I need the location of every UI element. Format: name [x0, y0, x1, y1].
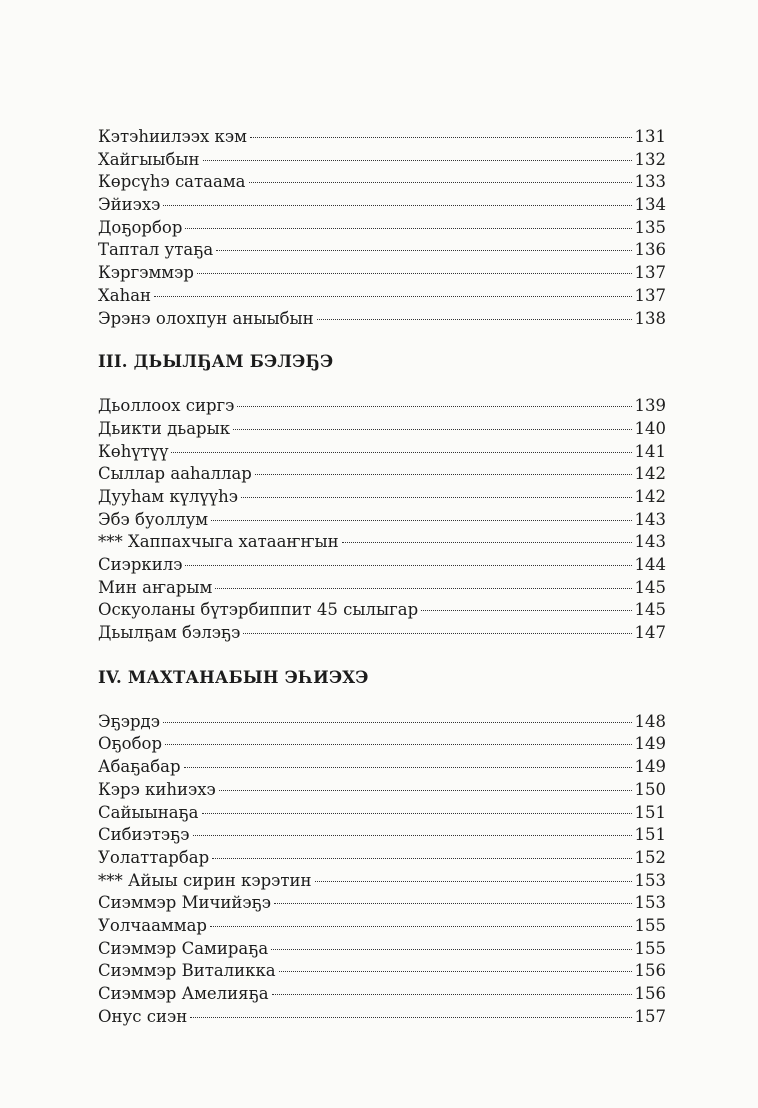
dot-leader	[243, 633, 631, 634]
toc-entry-page-number: 145	[634, 600, 666, 620]
toc-entry-title: Эйиэхэ	[98, 195, 161, 215]
toc-entry-title: Мин аҥарым	[98, 577, 213, 597]
toc-entry-page-number: 156	[634, 961, 666, 981]
toc-entry	[98, 194, 666, 217]
toc-entry-title: Оскуоланы бүтэрбиппит 45 сылыгар	[98, 600, 419, 620]
toc-entry-page-number: 145	[634, 577, 666, 597]
dot-leader	[154, 296, 631, 297]
toc-entry-page-number: 147	[634, 623, 666, 643]
toc-entry-page-number: 140	[634, 418, 666, 438]
toc-entry	[98, 711, 666, 734]
dot-leader	[211, 520, 631, 521]
toc-entry-page-number: 144	[634, 555, 666, 574]
toc-entry-title: Онус сиэн	[98, 1006, 188, 1026]
dot-leader	[212, 858, 631, 859]
dot-leader	[274, 903, 632, 904]
toc-entry	[98, 285, 666, 308]
dot-leader	[272, 994, 632, 995]
toc-entry-title: *** Хаппахчыга хатааҥҥын	[98, 532, 339, 552]
dot-leader	[210, 926, 632, 927]
toc-entry	[98, 239, 666, 262]
toc-entry-page-number: 151	[634, 802, 666, 822]
toc-entry-title: Эбэ буоллум	[98, 509, 209, 529]
toc-entry-page-number: 153	[634, 893, 666, 913]
toc-entry-title: Дьоллоох сиргэ	[98, 396, 235, 416]
toc-entry	[98, 509, 666, 532]
dot-leader	[202, 813, 632, 814]
dot-leader	[184, 767, 632, 768]
toc-entry-page-number: 155	[634, 915, 666, 935]
toc-entry-page-number: 137	[634, 285, 666, 305]
toc-list	[98, 126, 666, 330]
toc-entry	[98, 847, 666, 870]
dot-leader	[421, 610, 631, 611]
dot-leader	[342, 542, 632, 543]
toc-list	[98, 395, 666, 645]
toc-entry-page-number: 157	[634, 1006, 666, 1026]
toc-entry	[98, 1006, 666, 1029]
toc-entry-title: Сиэммэр Мичийэҕэ	[98, 893, 271, 913]
toc-entry-title: Хаһан	[98, 285, 152, 305]
toc-entry	[98, 983, 666, 1006]
toc-entry-title: Дьикти дьарык	[98, 418, 231, 438]
toc-entry-title: Дьылҕам бэлэҕэ	[98, 623, 241, 643]
toc-entry-title: Дууһам күлүүһэ	[98, 486, 239, 506]
toc-entry-title: Эрэнэ олохпун аныыбын	[98, 308, 314, 328]
dot-leader	[197, 273, 632, 274]
toc-entry	[98, 554, 666, 577]
toc-entry-page-number: 153	[634, 870, 666, 890]
toc-entry-page-number: 148	[634, 711, 666, 731]
toc-entry-title: Сиэммэр Виталикка	[98, 961, 276, 981]
dot-leader	[317, 319, 632, 320]
toc-entry	[98, 577, 666, 600]
toc-section-1	[98, 126, 666, 330]
toc-entry-page-number: 133	[634, 172, 666, 192]
toc-entry-page-number: 131	[634, 127, 666, 146]
toc-entry-page-number: 142	[634, 464, 666, 484]
toc-entry-page-number: 149	[634, 757, 666, 777]
toc-entry-title: Сиэркилэ	[98, 555, 183, 574]
toc-entry-page-number: 149	[634, 734, 666, 754]
toc-entry-title: Кэрэ киһиэхэ	[98, 779, 216, 799]
dot-leader	[203, 160, 632, 161]
toc-entry	[98, 802, 666, 825]
dot-leader	[315, 881, 632, 882]
toc-entry	[98, 126, 666, 149]
toc-entry	[98, 308, 666, 331]
toc-entry	[98, 463, 666, 486]
toc-entry	[98, 622, 666, 645]
toc-entry	[98, 395, 666, 418]
dot-leader	[249, 182, 632, 183]
toc-entry	[98, 779, 666, 802]
dot-leader	[233, 429, 631, 430]
toc-entry-title: Уолаттарбар	[98, 847, 210, 867]
toc-entry-title: Көрсүһэ сатаама	[98, 172, 246, 192]
toc-entry	[98, 915, 666, 938]
toc-entry-title: Доҕорбор	[98, 217, 183, 237]
dot-leader	[279, 971, 632, 972]
toc-entry-page-number: 151	[634, 825, 666, 845]
toc-entry-page-number: 134	[634, 195, 666, 215]
toc-entry-title: Сайыынаҕа	[98, 802, 199, 822]
dot-leader	[219, 790, 632, 791]
dot-leader	[193, 835, 632, 836]
toc-entry	[98, 441, 666, 464]
dot-leader	[185, 228, 631, 229]
toc-entry	[98, 486, 666, 509]
toc-entry-title: *** Айыы сирин кэрэтин	[98, 870, 312, 890]
dot-leader	[250, 137, 632, 138]
toc-entry-page-number: 141	[634, 441, 666, 461]
toc-entry-title: Таптал утаҕа	[98, 240, 214, 260]
dot-leader	[241, 497, 631, 498]
dot-leader	[165, 744, 631, 745]
toc-entry-title: Эҕэрдэ	[98, 711, 160, 731]
toc-entry-page-number: 132	[634, 149, 666, 169]
toc-entry-title: Көһүтүү	[98, 441, 169, 461]
toc-entry-title: Сиэммэр Амелияҕа	[98, 984, 269, 1003]
toc-entry-page-number: 137	[634, 263, 666, 283]
toc-entry-title: Сиэммэр Самираҕа	[98, 938, 269, 958]
toc-entry-title: Сыллар ааһаллар	[98, 464, 252, 484]
toc-entry-page-number: 135	[634, 217, 666, 237]
toc-entry-title: Кэргэммэр	[98, 263, 194, 283]
toc-entry-page-number: 143	[634, 509, 666, 529]
dot-leader	[163, 205, 631, 206]
toc-entry-title: Уолчааммар	[98, 915, 207, 935]
dot-leader	[190, 1017, 631, 1018]
toc-entry-page-number: 139	[634, 396, 666, 416]
toc-entry-page-number: 155	[634, 938, 666, 958]
toc-section-2	[98, 351, 666, 645]
section-heading: IV. МАХТАНАБЫН ЭҺИЭХЭ	[98, 667, 369, 687]
toc-entry	[98, 418, 666, 441]
toc-entry	[98, 756, 666, 779]
dot-leader	[185, 565, 631, 566]
toc-entry	[98, 149, 666, 172]
toc-entry-title: Абаҕабар	[98, 757, 181, 777]
toc-entry	[98, 870, 666, 893]
dot-leader	[171, 452, 631, 453]
dot-leader	[271, 949, 631, 950]
toc-entry-title: Хайгыыбын	[98, 149, 200, 169]
toc-entry-title: Оҕобор	[98, 734, 163, 754]
toc-entry-title: Кэтэһиилээх кэм	[98, 127, 247, 146]
toc-entry-page-number: 138	[634, 308, 666, 328]
toc-entry	[98, 733, 666, 756]
toc-entry	[98, 217, 666, 240]
toc-entry	[98, 171, 666, 194]
dot-leader	[237, 406, 631, 407]
toc-entry	[98, 892, 666, 915]
toc-entry	[98, 531, 666, 554]
section-heading: III. ДЬЫЛҔАМ БЭЛЭҔЭ	[98, 352, 334, 372]
toc-entry-page-number: 150	[634, 779, 666, 799]
dot-leader	[215, 588, 631, 589]
toc-entry-page-number: 136	[634, 240, 666, 260]
toc-entry	[98, 599, 666, 622]
dot-leader	[216, 250, 631, 251]
toc-entry	[98, 960, 666, 983]
dot-leader	[255, 474, 632, 475]
toc-entry	[98, 824, 666, 847]
toc-entry-page-number: 143	[634, 532, 666, 552]
toc-entry-page-number: 142	[634, 486, 666, 506]
toc-entry	[98, 938, 666, 961]
toc-section-3	[98, 667, 666, 1029]
dot-leader	[163, 722, 632, 723]
toc-entry	[98, 262, 666, 285]
toc-entry-page-number: 152	[634, 847, 666, 867]
toc-entry-title: Сибиэтэҕэ	[98, 825, 190, 845]
toc-list	[98, 711, 666, 1029]
toc-entry-page-number: 156	[634, 984, 666, 1003]
table-of-contents	[98, 126, 666, 1028]
